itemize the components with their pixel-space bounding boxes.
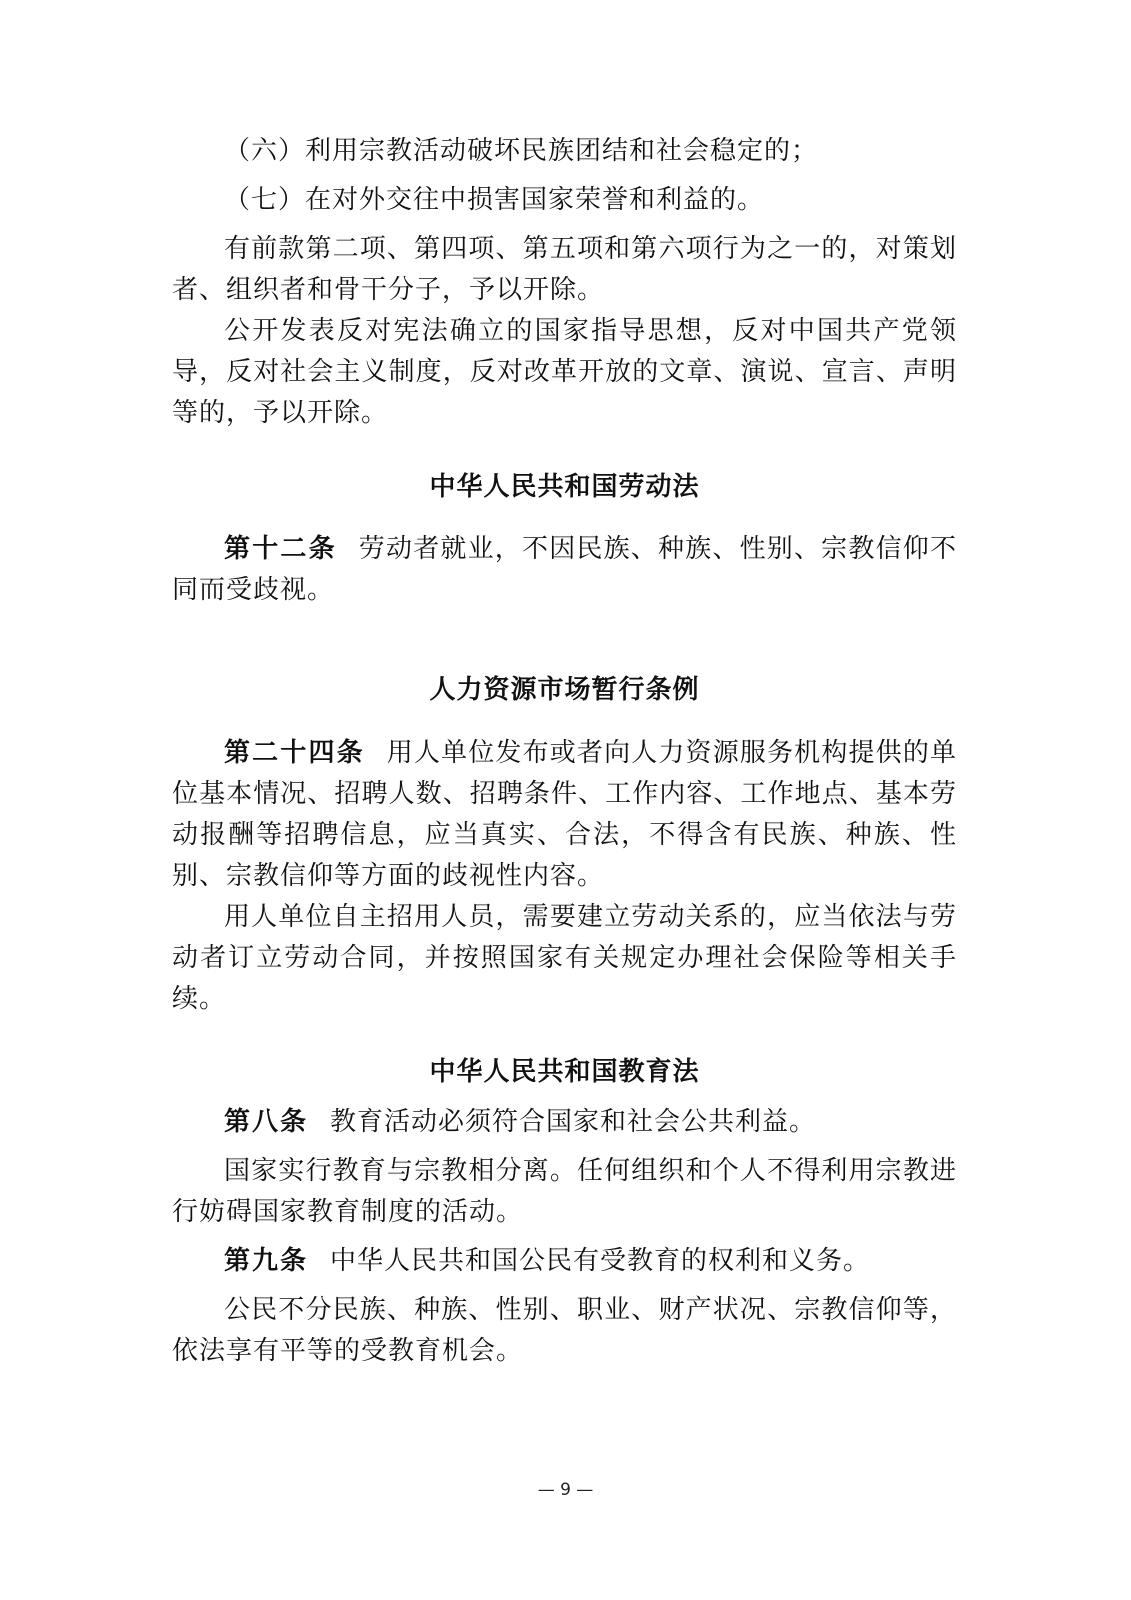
list-item-7: （七）在对外交往中损害国家荣誉和利益的。: [224, 185, 765, 215]
article-12: [172, 529, 957, 611]
article-24: [172, 733, 957, 897]
article-label: 第九条: [224, 1246, 309, 1276]
article-8: [172, 1102, 957, 1143]
article-text: 教育活动必须符合国家和社会公共利益。: [330, 1107, 817, 1137]
article-text: 劳动者就业，不因民族、种族、性别、宗教信仰不同而受歧视。: [172, 534, 957, 605]
article-text: 用人单位发布或者向人力资源服务机构提供的单位基本情况、招聘人数、招聘条件、工作内容、工作地点、基本劳动报酬等招聘信息，应当真实、合法，不得含有民族、种族、性别、宗教信仰等方面的歧视性内容。: [172, 738, 957, 891]
article-label: 第十二条: [224, 534, 337, 564]
paragraph: 公民不分民族、种族、性别、职业、财产状况、宗教信仰等，依法享有平等的受教育机会。: [172, 1295, 957, 1366]
article-9: [172, 1241, 957, 1282]
article-label: 第二十四条: [224, 738, 365, 768]
page-content: [172, 131, 957, 1372]
paragraph: 有前款第二项、第四项、第五项和第六项行为之一的，对策划者、组织者和骨干分子，予以开除。: [172, 234, 957, 305]
section-title-hr-market: 人力资源市场暂行条例: [429, 675, 700, 705]
paragraph: 用人单位自主招用人员，需要建立劳动关系的，应当依法与劳动者订立劳动合同，并按照国家有关规定办理社会保险等相关手续。: [172, 902, 957, 1014]
article-label: 第八条: [224, 1107, 309, 1137]
paragraph: 国家实行教育与宗教相分离。任何组织和个人不得利用宗教进行妨碍国家教育制度的活动。: [172, 1156, 957, 1227]
paragraph: 公开发表反对宪法确立的国家指导思想，反对中国共产党领导，反对社会主义制度，反对改革开放的文章、演说、宣言、声明等的，予以开除。: [172, 316, 957, 428]
section-title-education-law: 中华人民共和国教育法: [429, 1057, 700, 1087]
page-number: — 9 —: [537, 1480, 594, 1500]
article-text: 中华人民共和国公民有受教育的权利和义务。: [330, 1246, 871, 1276]
list-item-6: （六）利用宗教活动破坏民族团结和社会稳定的；: [224, 136, 819, 166]
section-title-labor-law: 中华人民共和国劳动法: [429, 472, 700, 502]
